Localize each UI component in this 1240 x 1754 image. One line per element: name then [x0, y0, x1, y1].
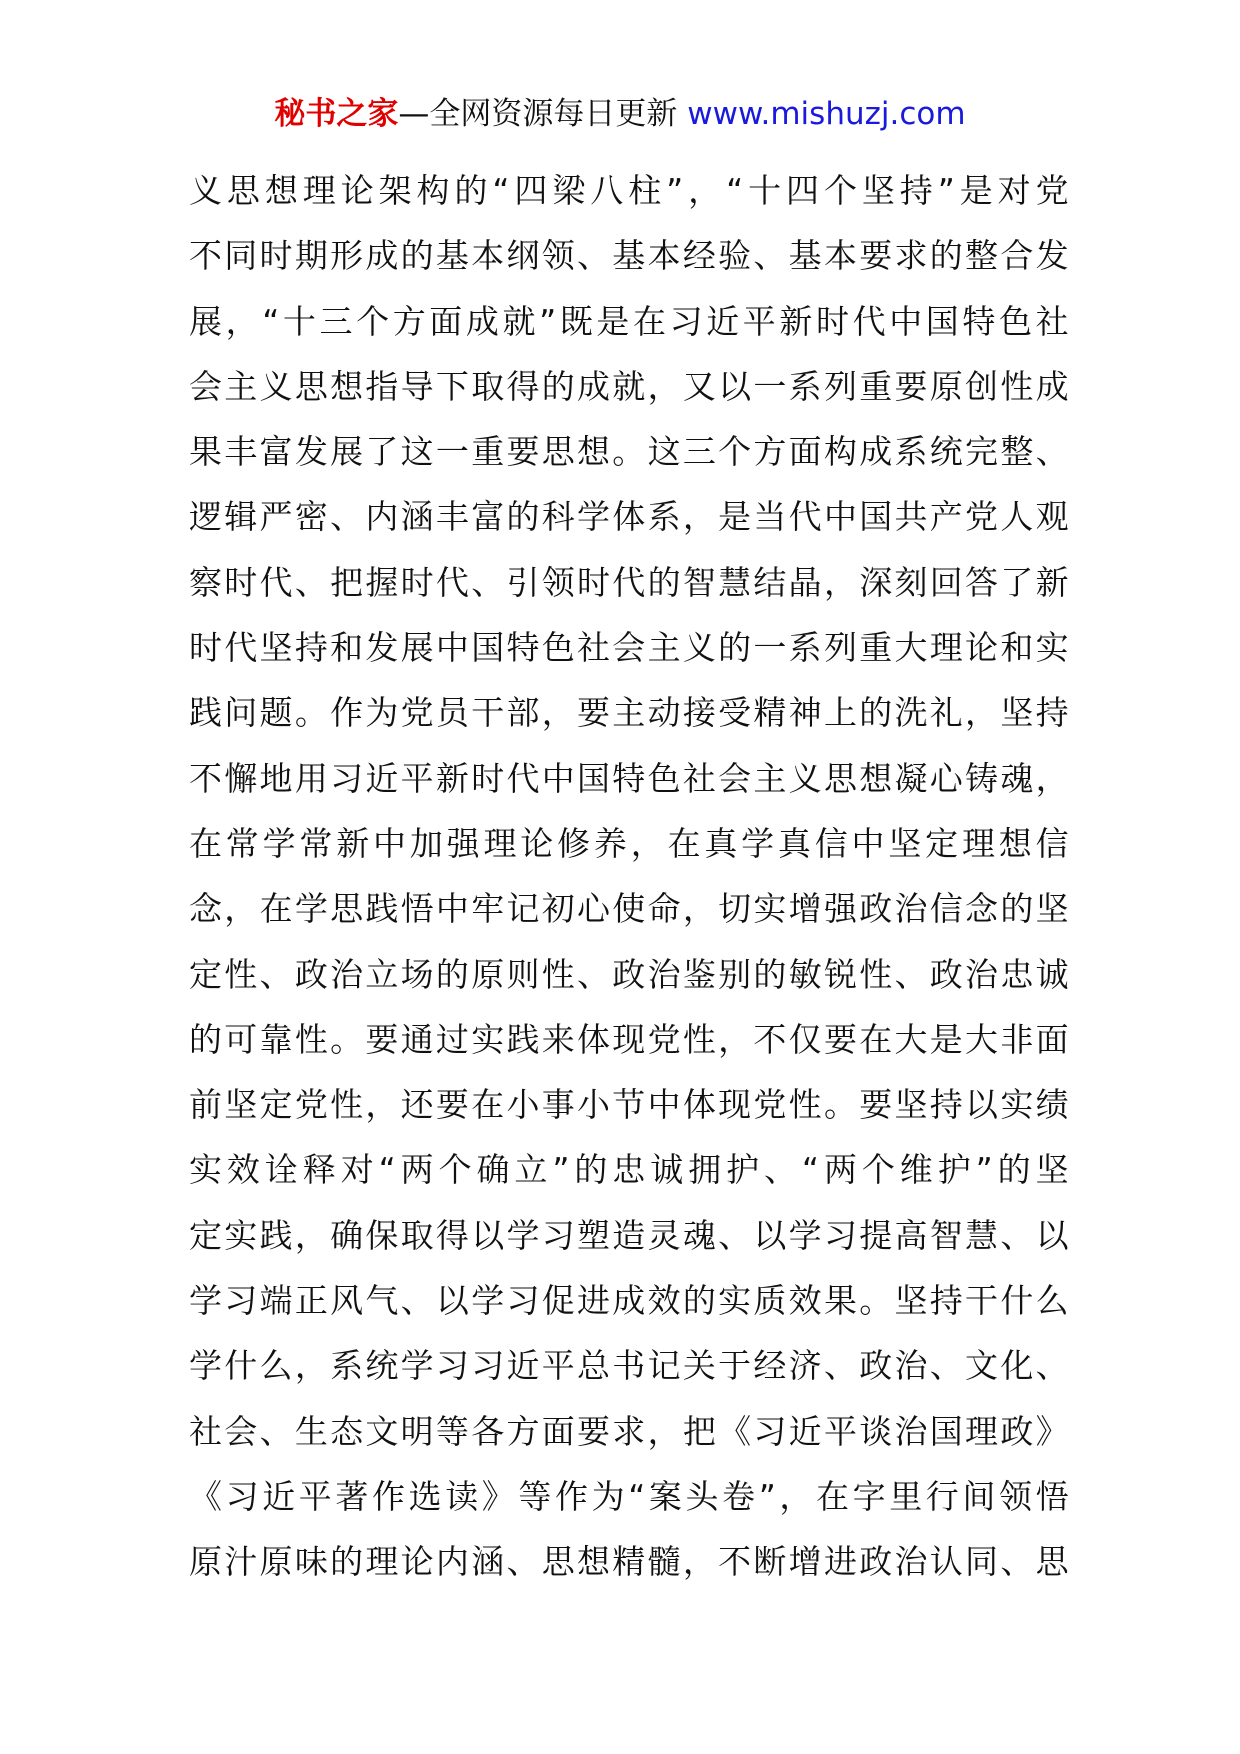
paragraph-line: 时代坚持和发展中国特色社会主义的一系列重大理论和实: [189, 628, 1069, 668]
paragraph-line: 定性、政治立场的原则性、政治鉴别的敏锐性、政治忠诚: [189, 954, 1069, 994]
paragraph-line: 学习端正风气、以学习促进成效的实质效果。坚持干什么: [189, 1281, 1069, 1321]
paragraph-line: 实效诠释对“两个确立”的忠诚拥护、“两个维护”的坚: [189, 1150, 1069, 1190]
paragraph-line: 逻辑严密、内涵丰富的科学体系，是当代中国共产党人观: [189, 497, 1069, 537]
paragraph-line: 定实践，确保取得以学习塑造灵魂、以学习提高智慧、以: [189, 1215, 1069, 1255]
page-header: [0, 94, 1240, 134]
paragraph-line: 的可靠性。要通过实践来体现党性，不仅要在大是大非面: [189, 1019, 1069, 1059]
paragraph-line: 展，“十三个方面成就”既是在习近平新时代中国特色社: [189, 301, 1069, 341]
paragraph-line: 不同时期形成的基本纲领、基本经验、基本要求的整合发: [189, 236, 1069, 276]
header-tagline: —全网资源每日更新: [398, 96, 678, 132]
brand-name: 秘书之家: [274, 96, 399, 132]
paragraph-line: 不懈地用习近平新时代中国特色社会主义思想凝心铸魂，: [189, 758, 1069, 798]
document-body: [189, 158, 1069, 1595]
paragraph-line: 察时代、把握时代、引领时代的智慧结晶，深刻回答了新: [189, 562, 1069, 602]
paragraph-line: 学什么，系统学习习近平总书记关于经济、政治、文化、: [189, 1346, 1069, 1386]
paragraph-line: 会主义思想指导下取得的成就，又以一系列重要原创性成: [189, 366, 1069, 406]
paragraph-line: 前坚定党性，还要在小事小节中体现党性。要坚持以实绩: [189, 1085, 1069, 1125]
paragraph-line: 果丰富发展了这一重要思想。这三个方面构成系统完整、: [189, 432, 1069, 472]
paragraph-line: 在常学常新中加强理论修养，在真学真信中坚定理想信: [189, 823, 1069, 863]
paragraph-line: 念，在学思践悟中牢记初心使命，切实增强政治信念的坚: [189, 889, 1069, 929]
paragraph-line: 《习近平著作选读》等作为“案头卷”，在字里行间领悟: [189, 1476, 1069, 1516]
paragraph-line: 践问题。作为党员干部，要主动接受精神上的洗礼，坚持: [189, 693, 1069, 733]
paragraph-line: 社会、生态文明等各方面要求，把《习近平谈治国理政》: [189, 1411, 1069, 1451]
website-link[interactable]: www.mishuzj.com: [687, 96, 966, 132]
paragraph-line: 义思想理论架构的“四梁八柱”，“十四个坚持”是对党: [189, 171, 1069, 210]
paragraph-line: 原汁原味的理论内涵、思想精髓，不断增进政治认同、思: [189, 1542, 1069, 1582]
